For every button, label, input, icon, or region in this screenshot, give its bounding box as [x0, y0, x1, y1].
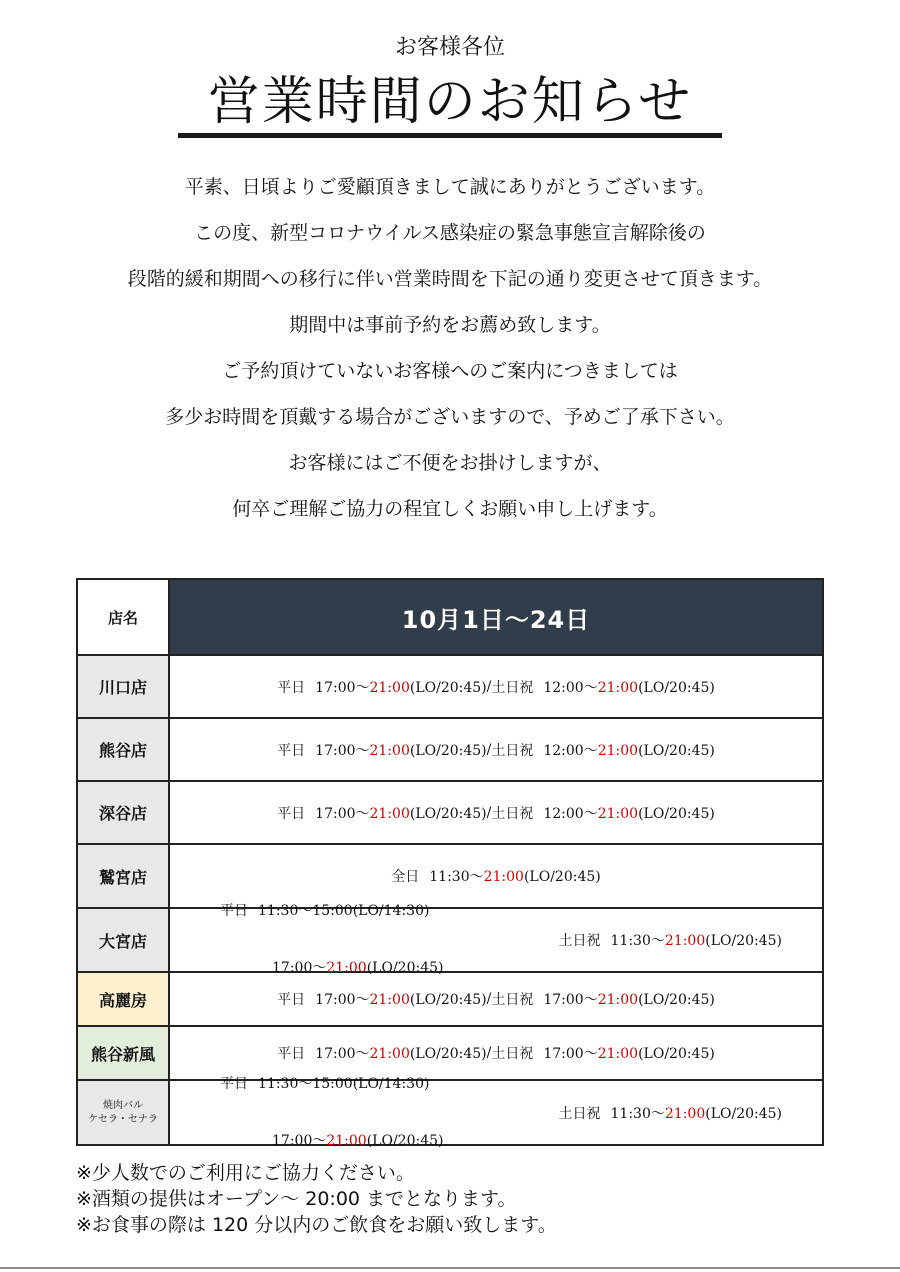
dinner-hours: 17:00～21:00(LO/20:45) [272, 960, 444, 976]
store-hours [170, 1075, 822, 1149]
store-hours: 平日 17:00～21:00(LO/20:45) / 土日祝 12:00～21:00(LO/20:45) [277, 678, 715, 696]
weekend-label: 土日祝 [558, 933, 601, 949]
store-hours: 平日 17:00～21:00(LO/20:45) / 土日祝 12:00～21:00(LO/20:45) [277, 804, 715, 822]
hours-text: 17:00～21:00(LO/20:45) [315, 679, 487, 696]
store-name-header: 店名 [78, 580, 170, 654]
weekday-label: 平日 [277, 679, 306, 696]
intro-line: この度、新型コロナウイルス感染症の緊急事態宣言解除後の [194, 222, 706, 244]
store-name: 深谷店 [78, 782, 170, 843]
store-name: 熊谷新風 [78, 1027, 170, 1079]
note-line: ※お食事の際は 120 分以内のご飲食をお願い致します。 [76, 1214, 557, 1236]
table-row [78, 903, 822, 976]
table-row [78, 1075, 822, 1149]
table-header-row [78, 580, 822, 654]
intro-text [0, 168, 900, 536]
weekday-label: 平日 [220, 1075, 248, 1092]
table-row [78, 971, 822, 1025]
hours-text: 17:00～21:00(LO/20:45) [543, 992, 715, 1008]
weekday-label: 平日 [220, 903, 248, 919]
table-row [78, 780, 822, 843]
store-hours: 平日 17:00～21:00(LO/20:45) / 土日祝 17:00～21:00(LO/20:45) [277, 1045, 715, 1062]
weekday-label: 平日 [277, 1046, 306, 1062]
period-header: 10月1日～24日 [170, 580, 822, 654]
store-name: 焼肉バル ケセラ・セナラ [78, 1081, 170, 1144]
store-hours: 平日 17:00～21:00(LO/20:45) / 土日祝 12:00～21:00(LO/20:45) [277, 741, 715, 759]
intro-line: お客様にはご不便をお掛けしますが、 [288, 452, 612, 474]
weekend-label: 土日祝 [491, 805, 534, 822]
intro-line: 段階的緩和期間への移行に伴い営業時間を下記の通り変更させて頂きます。 [127, 268, 773, 290]
hours-text: 17:00～21:00(LO/20:45) [315, 992, 487, 1008]
store-hours [170, 903, 822, 976]
note-line: ※酒類の提供はオープン～ 20:00 までとなります。 [76, 1188, 517, 1210]
table-row [78, 654, 822, 717]
intro-line: 多少お時間を頂戴する場合がございますので、予めご了承下さい。 [165, 406, 735, 428]
hours-text: 11:30～21:00(LO/20:45) [429, 869, 601, 885]
hours-text: 12:00～21:00(LO/20:45) [543, 805, 715, 822]
intro-line: 期間中は事前予約をお薦め致します。 [289, 314, 611, 336]
weekday-label: 平日 [277, 992, 306, 1008]
allday-label: 全日 [391, 869, 420, 885]
intro-line: 平素、日頃よりご愛顧頂きまして誠にありがとうございます。 [184, 176, 716, 198]
intro-line: ご予約頂けていないお客様へのご案内につきましては [222, 360, 678, 382]
intro-line: 何卒ご理解ご協力の程宜しくお願い申し上げます。 [232, 498, 668, 520]
weekend-label: 土日祝 [491, 1046, 534, 1062]
lunch-hours: 11:30～15:00(LO/14:30) [258, 903, 430, 919]
weekend-label: 土日祝 [491, 992, 534, 1008]
page-title: 営業時間のお知らせ [207, 72, 693, 132]
store-name: 高麗房 [78, 973, 170, 1025]
hours-text: 12:00～21:00(LO/20:45) [543, 679, 715, 696]
title-underline [178, 133, 722, 138]
hours-text: 17:00～21:00(LO/20:45) [315, 805, 487, 822]
table-row [78, 843, 822, 907]
weekend-label: 土日祝 [491, 742, 534, 759]
footer-rule [0, 1267, 900, 1269]
weekday-label: 平日 [277, 805, 306, 822]
table-row [78, 1025, 822, 1079]
store-hours: 平日 17:00～21:00(LO/20:45) / 土日祝 17:00～21:00(LO/20:45) [277, 991, 715, 1008]
weekend-label: 土日祝 [558, 1105, 601, 1122]
dinner-hours: 17:00～21:00(LO/20:45) [272, 1132, 444, 1149]
note-line: ※少人数でのご利用にご協力ください。 [76, 1162, 415, 1184]
store-name: 川口店 [78, 656, 170, 717]
weekend-hours: 土日祝 11:30～21:00(LO/20:45) [558, 1105, 782, 1122]
hours-text: 17:00～21:00(LO/20:45) [543, 1046, 715, 1062]
table-row [78, 717, 822, 780]
lunch-hours: 11:30～15:00(LO/14:30) [258, 1075, 430, 1092]
hours-text: 17:00～21:00(LO/20:45) [315, 742, 487, 759]
hours-text: 17:00～21:00(LO/20:45) [315, 1046, 487, 1062]
weekend-hours: 土日祝 11:30～21:00(LO/20:45) [558, 933, 782, 949]
greeting: お客様各位 [394, 35, 505, 60]
hours-text: 12:00～21:00(LO/20:45) [543, 742, 715, 759]
weekday-label: 平日 [277, 742, 306, 759]
store-name: 大宮店 [78, 909, 170, 971]
store-name: 鷲宮店 [78, 845, 170, 907]
hours-table [76, 578, 824, 1149]
notes [76, 1160, 776, 1238]
store-name: 熊谷店 [78, 719, 170, 780]
weekend-label: 土日祝 [491, 679, 534, 696]
